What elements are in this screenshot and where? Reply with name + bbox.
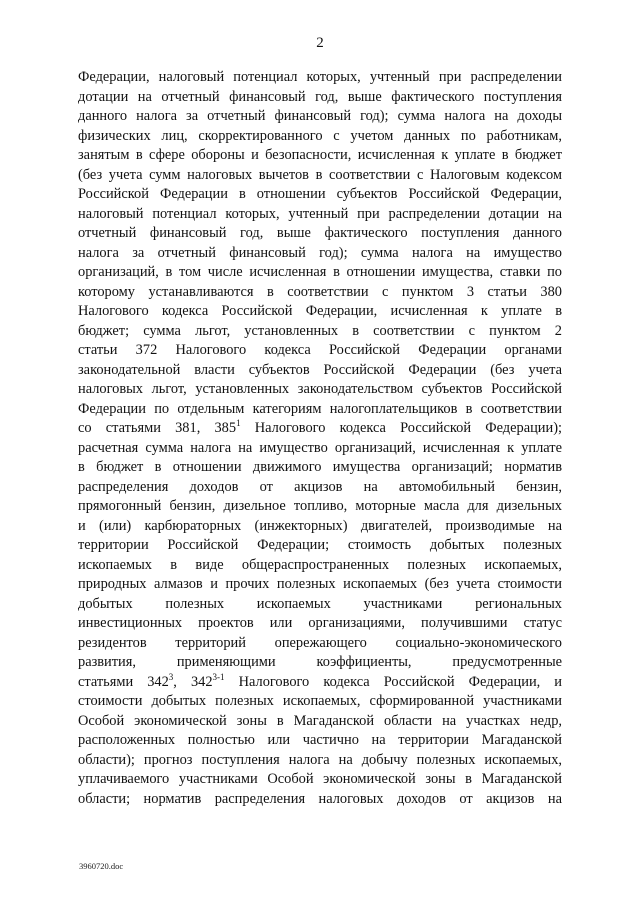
text-line: Налогового кодекса Российской Федерации, исчисленная к уплате в bbox=[78, 303, 562, 319]
text-line: распределения доходов от акцизов на автомобильный бензин, bbox=[78, 478, 562, 495]
page-number: 2 bbox=[316, 35, 324, 51]
text-line: расчетная сумма налога на имущество организаций, исчисленная к уплате bbox=[78, 439, 562, 456]
text-line: налоговых льгот, установленных законодательством субъектов Российской bbox=[78, 381, 562, 397]
text-line: природных алмазов и прочих полезных ископаемых (без учета стоимости bbox=[78, 576, 562, 592]
text-line: Российской Федерации в отношении субъектов Российской Федерации, bbox=[78, 186, 562, 202]
text-line: расположенных полностью или частично на территории Магаданской bbox=[78, 732, 562, 748]
text-line: инвестиционных проектов или организациями, получившими статус bbox=[78, 615, 562, 631]
text-line: резидентов территорий опережающего социально-экономического bbox=[78, 634, 562, 651]
text-line: развития, применяющими коэффициенты, предусмотренные bbox=[78, 654, 562, 670]
text-line: Федерации по отдельным категориям налогоплательщиков в соответствии bbox=[78, 400, 562, 417]
text-line: бюджет; сумма льгот, установленных в соответствии с пунктом 2 bbox=[78, 322, 562, 339]
text-line: данного налога за отчетный финансовый год); сумма налога на доходы bbox=[78, 108, 562, 124]
text-line: добытых полезных ископаемых участниками региональных bbox=[78, 595, 562, 612]
text-line: в бюджет в отношении движимого имущества организаций; норматив bbox=[78, 459, 562, 475]
text-line: отчетный финансовый год, выше фактического поступления данного bbox=[78, 225, 562, 241]
text-line: (без учета сумм налоговых вычетов в соответствии с Налоговым кодексом bbox=[78, 166, 562, 183]
text-line: территории Российской Федерации; стоимость добытых полезных bbox=[78, 537, 562, 553]
text-line-with-superscript bbox=[78, 419, 562, 439]
text-line: Федерации, налоговый потенциал которых, учтенный при распределении bbox=[78, 69, 562, 85]
text-line-with-superscript bbox=[78, 673, 562, 693]
text-line: и (или) карбюраторных (инжекторных) двигателей, производимые на bbox=[78, 517, 562, 534]
superscript: 3-1 bbox=[212, 671, 225, 682]
superscript: 1 bbox=[236, 418, 241, 428]
body-text bbox=[78, 68, 562, 809]
superscript: 3 bbox=[168, 671, 174, 682]
text-line: области; норматив распределения налоговых доходов от акцизов на bbox=[78, 790, 562, 807]
text-line: области); прогноз поступления налога на добычу полезных ископаемых, bbox=[78, 751, 562, 768]
text-line: ископаемых в виде общераспространенных полезных ископаемых, bbox=[78, 556, 562, 573]
text-line: стоимости добытых полезных ископаемых, сформированной участниками bbox=[78, 693, 562, 709]
text-segment: статьями 342 bbox=[78, 673, 169, 690]
text-line: статьи 372 Налогового кодекса Российской Федерации органами bbox=[78, 342, 562, 358]
text-line: законодательной власти субъектов Российской Федерации (без учета bbox=[78, 361, 562, 378]
text-line: прямогонный бензин, дизельное топливо, моторные масла для дизельных bbox=[78, 498, 562, 514]
text-segment: Налогового кодекса Российской Федерации); bbox=[240, 420, 562, 436]
text-line: организаций, в том числе исчисленная в отношении имущества, ставки по bbox=[78, 264, 562, 280]
text-line: Особой экономической зоны в Магаданской области на участках недр, bbox=[78, 712, 562, 729]
text-line: физических лиц, скорректированного с учетом данных по работникам, bbox=[78, 127, 562, 144]
text-segment: Налогового кодекса Российской Федерации, и bbox=[224, 673, 563, 690]
text-segment: , 342 bbox=[173, 673, 213, 690]
text-line: уплачиваемого участниками Особой экономической зоны в Магаданской bbox=[78, 771, 562, 787]
text-line: дотации на отчетный финансовый год, выше фактического поступления bbox=[78, 88, 562, 105]
text-line: которому устанавливаются в соответствии с пунктом 3 статьи 380 bbox=[78, 283, 562, 300]
text-line: занятым в сфере обороны и безопасности, исчисленная к уплате в бюджет bbox=[78, 147, 562, 163]
footer-filename: 3960720.doc bbox=[79, 861, 124, 871]
text-line: налога за отчетный финансовый год); сумма налога на имущество bbox=[78, 244, 562, 261]
text-line: налоговый потенциал которых, учтенный при распределении дотации на bbox=[78, 205, 562, 222]
text-segment: со статьями 381, 385 bbox=[78, 420, 237, 436]
